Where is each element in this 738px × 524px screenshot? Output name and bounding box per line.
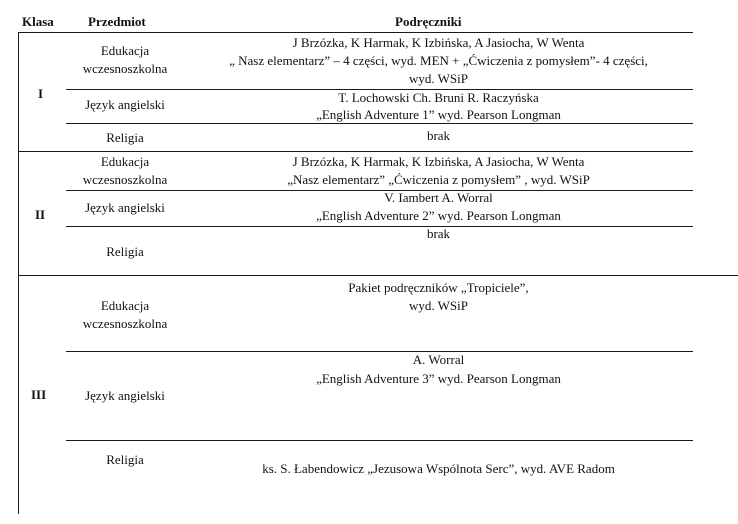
textbook-line: „ Nasz elementarz” – 4 części, wyd. MEN + „Ćwiczenia z pomysłem”- 4 części,: [229, 53, 648, 68]
subject-cell: Język angielski: [85, 200, 165, 215]
subject-cell: Język angielski: [85, 97, 165, 112]
class-divider: [18, 275, 738, 276]
subject-cell: Edukacja wczesnoszkolna: [82, 43, 168, 76]
class-label: II: [35, 207, 46, 222]
class-divider: [18, 151, 693, 152]
textbook-line: brak: [426, 226, 451, 241]
textbook-line: V. Iambert A. Worral: [384, 190, 493, 205]
textbook-line: wyd. WSiP: [409, 71, 468, 86]
row-divider: [66, 440, 693, 441]
class-label: III: [31, 387, 47, 402]
textbook-line: A. Worral: [412, 352, 465, 367]
textbook-line: wyd. WSiP: [409, 298, 468, 313]
left-border: [18, 32, 19, 514]
subject-cell: Edukacja wczesnoszkolna: [82, 154, 168, 187]
header-podreczniki: Podręczniki: [395, 14, 462, 29]
subject-cell: Religia: [106, 452, 144, 467]
textbook-line: ks. S. Łabendowicz „Jezusowa Wspólnota Serc”, wyd. AVE Radom: [262, 461, 615, 476]
textbook-line: „English Adventure 1” wyd. Pearson Longman: [316, 107, 561, 122]
textbook-line: Pakiet podręczników „Tropiciele”,: [348, 280, 529, 295]
subject-cell: Religia: [106, 244, 144, 259]
class-label: I: [38, 86, 44, 101]
header-divider: [18, 32, 693, 33]
header-klasa: Klasa: [22, 14, 54, 29]
textbook-line: „English Adventure 3” wyd. Pearson Longman: [316, 371, 561, 386]
subject-cell: Edukacja wczesnoszkolna: [82, 298, 168, 331]
textbook-line: „English Adventure 2” wyd. Pearson Longman: [316, 208, 561, 223]
textbook-line: J Brzózka, K Harmak, K Izbińska, A Jasiocha, W Wenta: [292, 154, 585, 169]
subject-cell: Język angielski: [85, 388, 165, 403]
subject-cell: Religia: [106, 130, 144, 145]
textbook-line: „Nasz elementarz” „Ćwiczenia z pomysłem” , wyd. WSiP: [287, 172, 590, 187]
textbook-line: brak: [426, 128, 451, 143]
textbook-line: T. Lochowski Ch. Bruni R. Raczyńska: [338, 90, 539, 105]
textbook-line: J Brzózka, K Harmak, K Izbińska, A Jasiocha, W Wenta: [292, 35, 585, 50]
header-przedmiot: Przedmiot: [88, 14, 146, 29]
